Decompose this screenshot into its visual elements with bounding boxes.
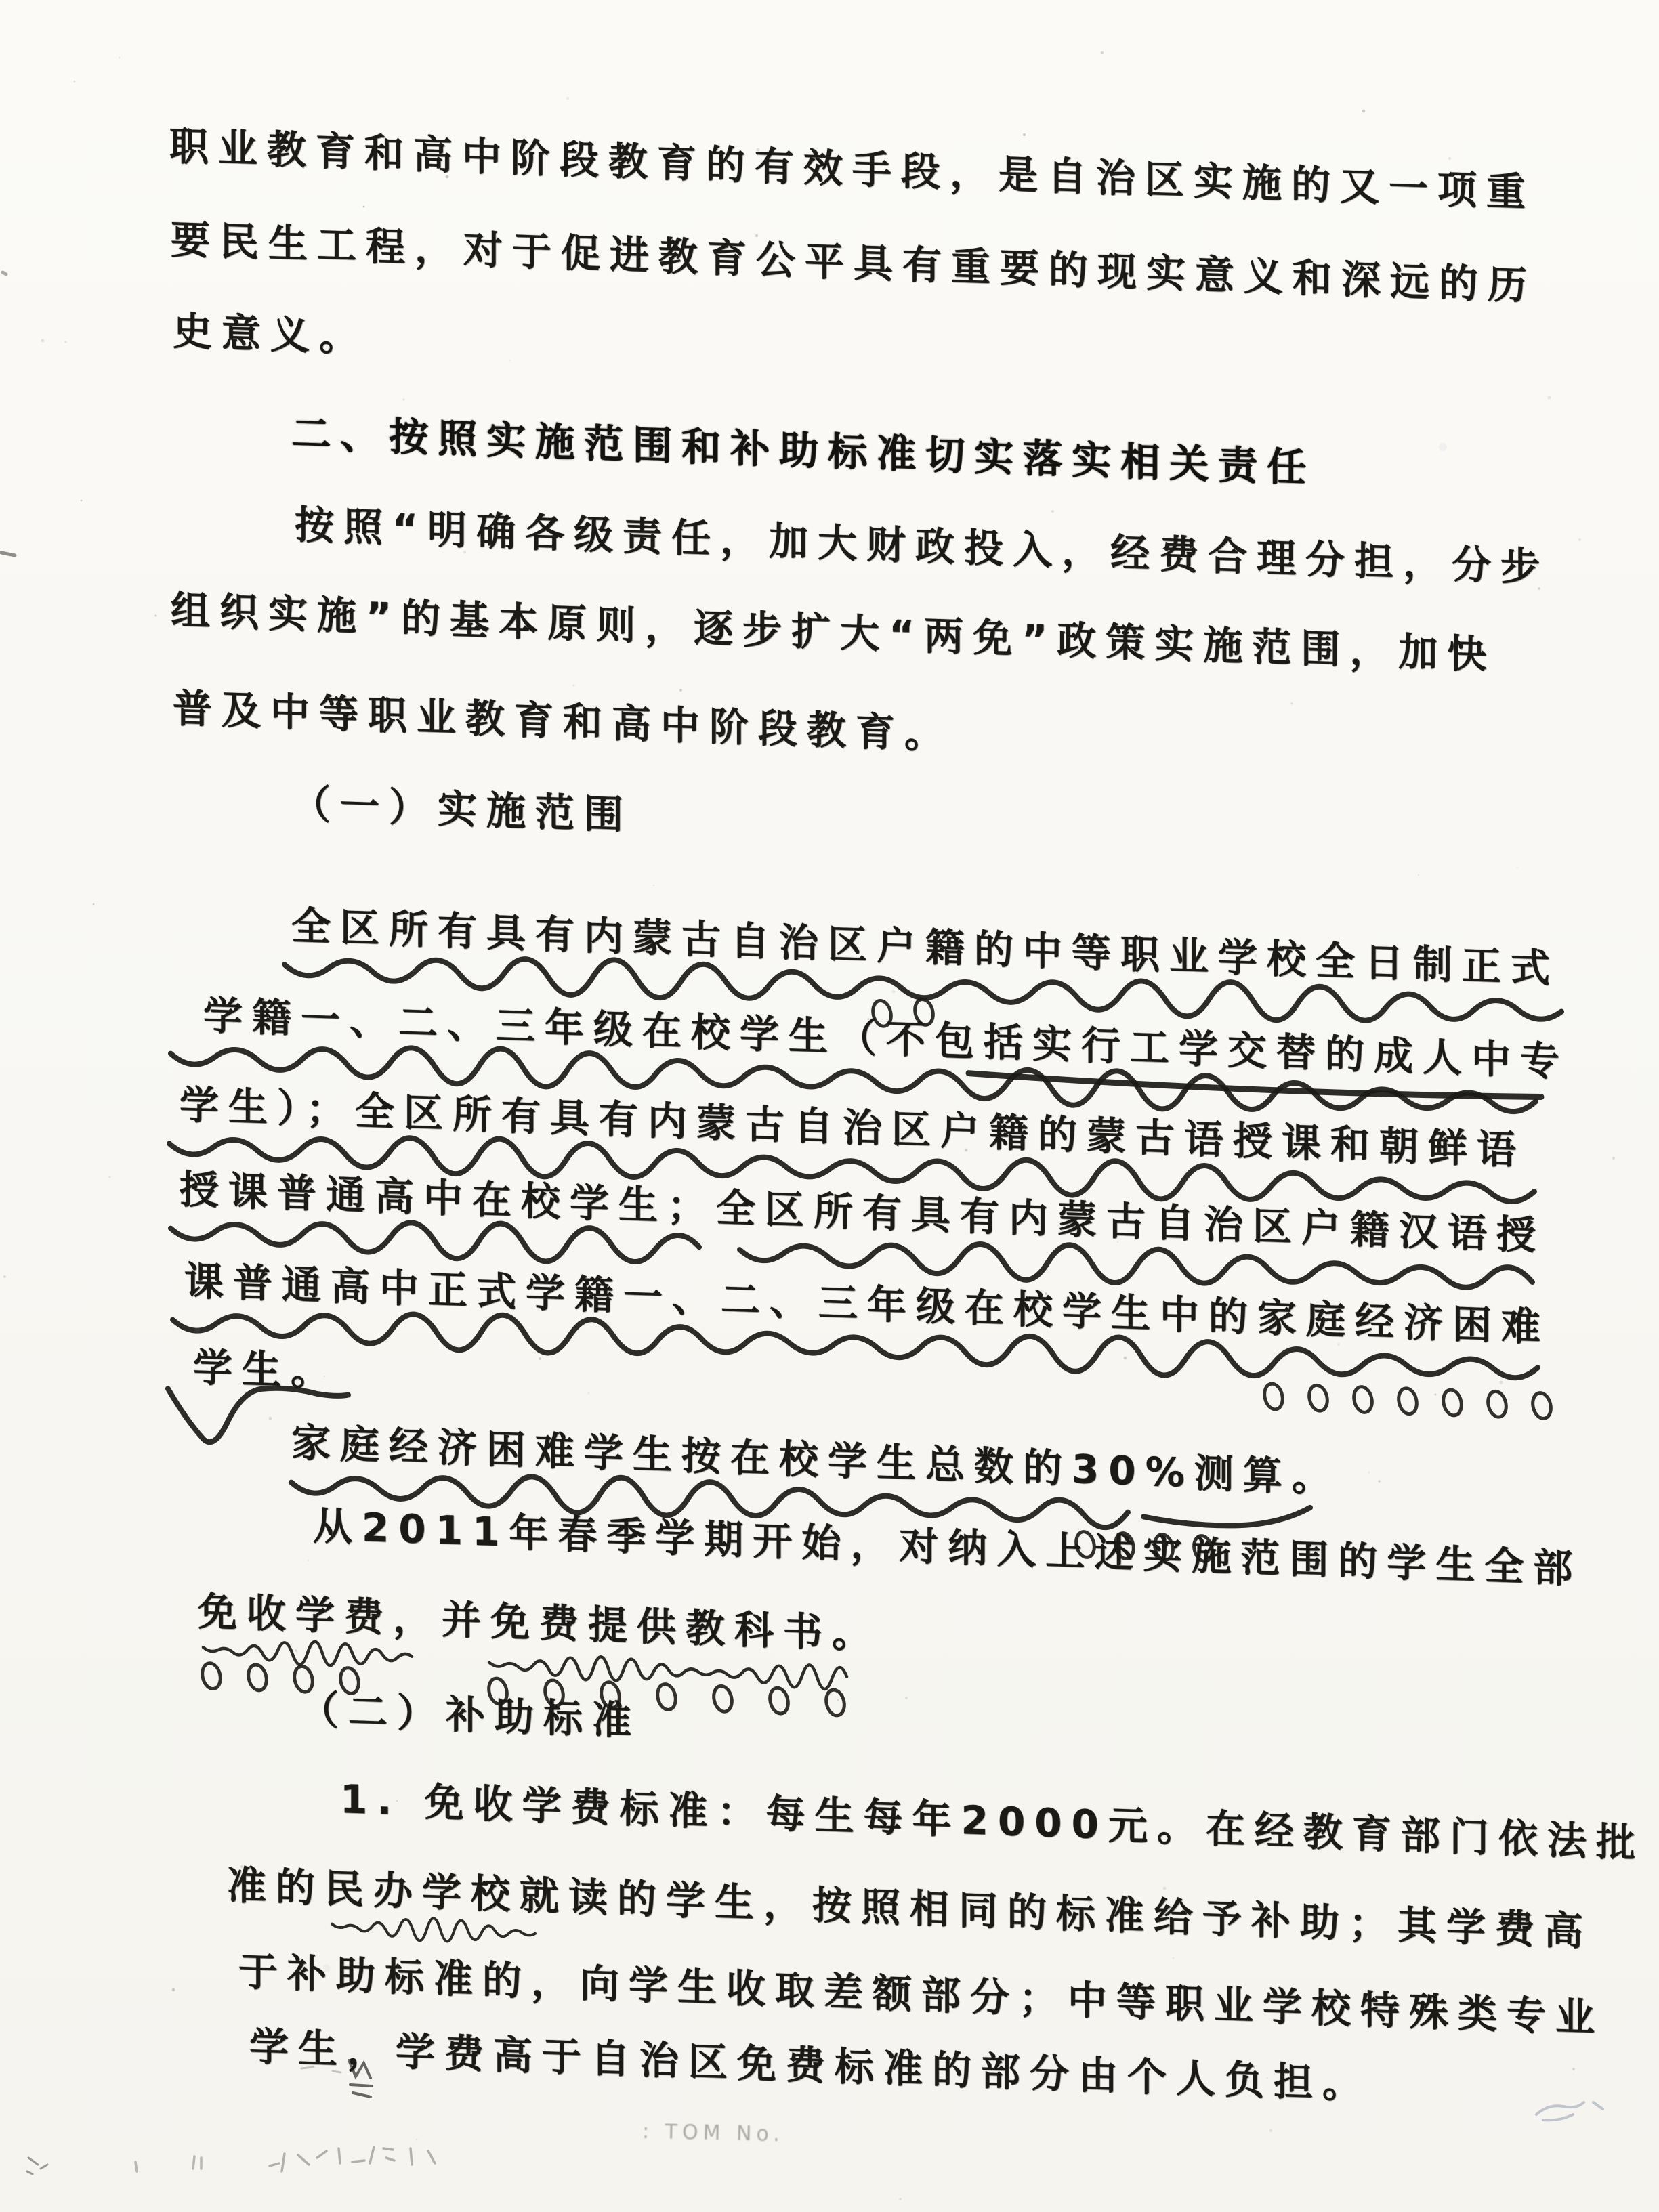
text-line: 于补助标准的，向学生收取差额部分；中等职业学校特殊类专业 (238, 1948, 1605, 2041)
text-line: 免收学费，并免费提供教科书。 (198, 1588, 881, 1658)
text-line: （一）实施范围 (291, 780, 633, 838)
circle-emphasis-mark (1262, 1382, 1284, 1411)
text-line: 授课普通高中在校学生；全区所有具有内蒙古自治区户籍汉语授 (180, 1166, 1546, 1259)
text-line: 按照“明确各级责任，加大财政投入，经费合理分担，分步 (295, 501, 1550, 591)
text-line: 全区所有具有内蒙古自治区户籍的中等职业学校全日制正式 (291, 902, 1560, 992)
circle-emphasis-mark (1307, 1384, 1329, 1412)
text-line: 家庭经济困难学生按在校学生总数的30%测算。 (291, 1419, 1341, 1502)
circle-emphasis-mark (1441, 1388, 1463, 1417)
text-line: 从2011年春季学期开始，对纳入上述实施范围的学生全部 (313, 1502, 1582, 1592)
text-line: 学生，学费高于自治区免费标准的部分由个人负担。 (249, 2023, 1372, 2108)
text-line: 准的民办学校就读的学生，按照相同的标准给予补助；其学费高 (227, 1862, 1593, 1955)
scribble-underline-mark (489, 1653, 847, 1690)
circle-emphasis-mark (1396, 1387, 1419, 1416)
text-line: 史意义。 (173, 307, 369, 361)
text-line: 二、按照实施范围和补助标准切实落实相关责任 (291, 410, 1316, 492)
text-line: 组织实施”的基本原则，逐步扩大“两免”政策实施范围，加快 (171, 587, 1496, 679)
circle-emphasis-mark (1530, 1392, 1553, 1420)
circle-emphasis-mark (200, 1662, 222, 1690)
circle-emphasis-mark (1486, 1390, 1508, 1418)
circle-emphasis-mark (768, 1686, 790, 1715)
text-line: 学籍一、二、三年级在校学生（不包括实行工学交替的成人中专 (203, 992, 1570, 1085)
footer-faint-stamp-text: : TOM No. (642, 2119, 785, 2147)
circle-emphasis-mark (824, 1688, 846, 1717)
text-line: 职业教育和高中阶段教育的有效手段，是自治区实施的又一项重 (169, 123, 1536, 216)
text-line: 课普通高中正式学籍一、二、三年级在校学生中的家庭经济困难 (184, 1258, 1551, 1350)
text-line: 学生）；全区所有具有内蒙古自治区户籍的蒙古语授课和朝鲜语 (180, 1082, 1526, 1174)
circle-emphasis-mark (655, 1683, 677, 1711)
text-line: 要民生工程，对于促进教育公平具有重要的现实意义和深远的历 (171, 216, 1537, 310)
text-line: 普及中等职业教育和高中阶段教育。 (173, 685, 954, 758)
text-line: （二）补助标准 (299, 1686, 642, 1745)
circle-emphasis-mark (246, 1663, 268, 1692)
text-line: 1. 免收学费标准：每生每年2000元。在经教育部门依法批 (340, 1776, 1645, 1867)
text-line: 学生。 (193, 1344, 340, 1396)
circle-emphasis-mark (1351, 1386, 1374, 1414)
circle-emphasis-mark (711, 1684, 734, 1713)
